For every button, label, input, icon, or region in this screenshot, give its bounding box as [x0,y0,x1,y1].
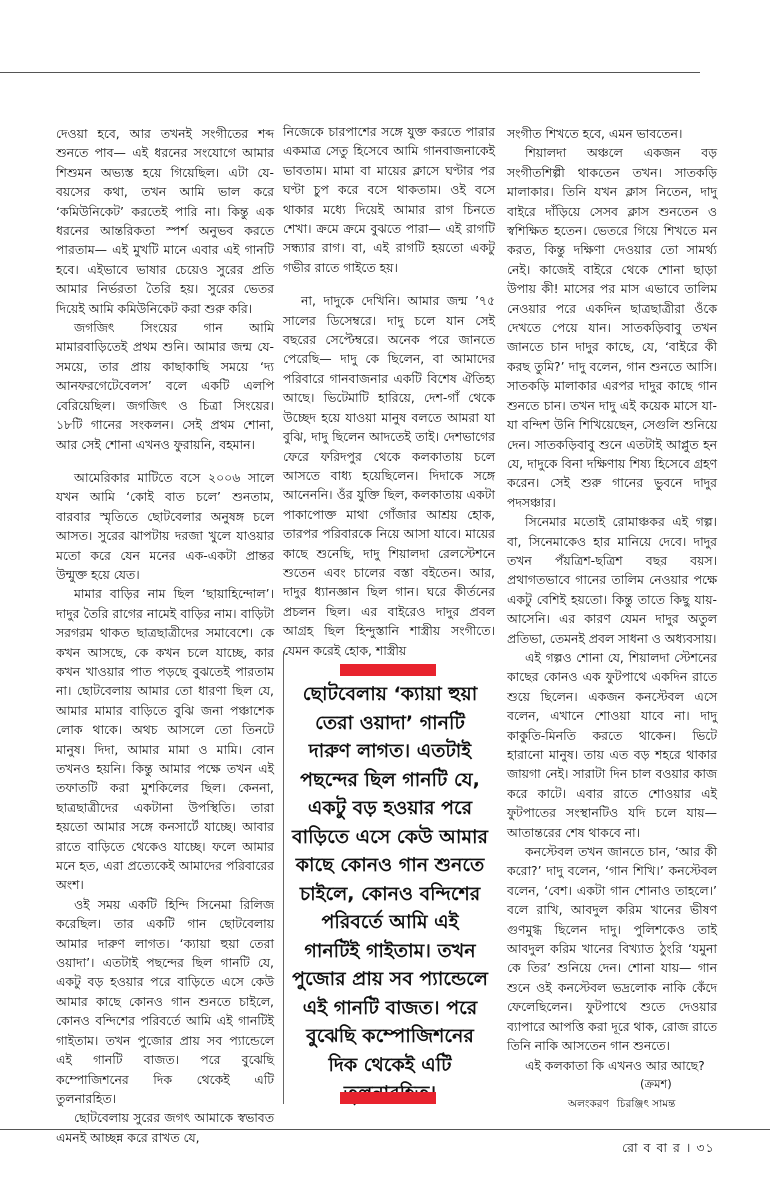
illustration-credit [560,1097,675,1114]
credit-name: চিরঞ্জিৎ সামন্ত [616,1098,676,1110]
paragraph: জগজিৎ সিংয়ের গান আমি মামারবাড়িতেই প্রথম শুনি। আমার জন্ম যে-সময়ে, তার প্রায় কাছাকাছি সময়ে ‘দ্য আনফরগেটেবেলস’ বলে একটি এলপি বেরিয়েছিল। জগজিৎ ও চিত্রা সিংয়ের। ১৮টি গানের সংকলন। সেই প্রথম শোনা, আর সেই শোনা এখনও ফুরায়নি, বহমান। [56,320,274,452]
article-column-1 [56,124,274,1147]
paragraph: ওই সময় একটি হিন্দি সিনেমা রিলিজ করেছিল। তার একটি গান ছোটবেলায় আমার দারুণ লাগত। ‘ক্যায়া হুয়া তেরা ওয়াদা’। এতটাই পছন্দের ছিল গানটি যে, একটু বড় হওয়ার পরে বাড়িতে এসে কেউ আমার কাছে কোনও গান শুনতে চাইলে, কোনও বন্দিশের পরিবর্তে আমি এই গানটিই গাইতাম। তখন পুজোর প্রায় সব প্যান্ডেলে এই গানটি বাজত। পরে বুঝেছি কম্পোজিশনের দিক থেকেই এটি তুলনারহিত। [56,896,274,1106]
paragraph: নিজেকে চারপাশের সঙ্গে যুক্ত করতে পারার একমাত্র সেতু হিসেবে আমি গানবাজনাকেই ভাবতাম। মামা বা মায়ের ক্লাসে ঘণ্টার পর ঘণ্টা চুপ করে বসে থাকতাম। ওই বসে থাকার মধ্যে দিয়েই আমার রাগ চিনতে শেখা। ক্রমে ক্রমে বুঝতে পারা— এই রাগটি সন্ধ্যার রাগ। বা, এই রাগটি হয়তো একটু গভীর রাতে গাইতে হয়। [283,124,495,275]
article-column-2 [283,122,495,660]
credit-label: অলংকরণ [568,1098,609,1110]
bottom-rule [0,1129,770,1130]
top-rule [0,72,700,73]
paragraph: মামার বাড়ির নাম ছিল ‘ছায়াহিন্দোল’। দাদুর তৈরি রাগের নামেই বাড়ির নাম। বাড়িটা সরগরম থাকত ছাত্রছাত্রীদের সমাবেশে। কে কখন আসছে, কে কখন চলে যাচ্ছে, কার কখন খাওয়ার পাত পড়ছে বুঝতেই পারতাম না। ছোটবেলায় আমার তো ধারণা ছিল যে, আমার মামার বাড়িতে বুঝি জনা পঞ্চাশেক লোক থাকে। অথচ আসলে তো তিনটে মানুষ। দিদা, আমার মামা ও মামি। বোন তখনও হয়নি। কিন্তু আমার পক্ষে তখন এই তফাতটি করা মুশকিলের ছিল। কেননা, ছাত্রছাত্রীদের একটানা উপস্থিতি। তারা হয়তো আমার সঙ্গে কনসার্টে যাচ্ছে। আবার রাতে বাড়িতে থেকেও যাচ্ছে। ফলে আমার মনে হত, এরা প্রত্যেকেই আমাদের পরিবারের অংশ। [56,586,274,893]
article-column-3 [507,124,717,1075]
pull-quote-top-bar [340,664,436,676]
continued-label: (ক্রমশ) [640,1077,672,1091]
paragraph: দেওয়া হবে, আর তখনই সংগীতের শব্দ শুনতে পাব— এই ধরনের সংযোগে আমার শিশুমন অভ্যস্ত হয়ে গিয়েছিল। এটা যে-বয়সের কথা, তখন আমি ভাল করে ‘কমিউনিকেট’ করতেই পারি না। কিন্তু এক ধরনের আন্তরিকতা স্পর্শ অনুভব করতে পারতাম— এই মুখটি মানে এবার এই গানটি হবে। এইভাবে ভাষার চেয়েও সুরের প্রতি আমার নির্ভরতা তৈরি হয়। সুরের ভেতর দিয়েই আমি কমিউনিকেট করা শুরু করি। [56,126,274,316]
paragraph: শিয়ালদা অঞ্চলে একজন বড় সংগীতশিল্পী থাকতেন তখন। সাতকড়ি মালাকার। তিনি যখন ক্লাস নিতেন, দাদু বাইরে দাঁড়িয়ে সেসব ক্লাস শুনতেন ও স্বশিক্ষিত হতেন। ভেতরে গিয়ে শিখতে মন করত, কিন্তু দক্ষিণা দেওয়ার তো সামর্থ্য নেই। কাজেই বাইরে থেকে শোনা ছাড়া উপায় কী! মাসের পর মাস এভাবে তালিম নেওয়ার পরে একদিন ছাত্রছাত্রীরা ওঁকে দেখতে পেয়ে যান। সাতকড়িবাবু তখন জানতে চান দাদুর কাছে, যে, ‘বাইরে কী করছ তুমি?’ দাদু বলেন, গান শুনতে আসি। সাতকড়ি মালাকার এরপর দাদুর কাছে গান শুনতে চান। তখন দাদু এই কয়েক মাসে যা-যা বন্দিশ উনি শিখিয়েছেন, সেগুলি শুনিয়ে দেন। সাতকড়িবাবু শুনে এতটাই আপ্লুত হন যে, দাদুকে বিনা দক্ষিণায় শিষ্য হিসেবে গ্রহণ করেন। সেই শুরু গানের ভুবনে দাদুর পদসঞ্চার। [507,145,717,510]
paragraph: সিনেমার মতোই রোমাঞ্চকর এই গল্প। বা, সিনেমাকেও হার মানিয়ে দেবে। দাদুর তখন পঁয়ত্রিশ-ছত্রিশ বছর বয়স। প্রথাগতভাবে গানের তালিম নেওয়ার পক্ষে একটু বেশিই হয়তো। কিন্তু তাতে কিছু যায়-আসেনি। এর কারণ যেমন দাদুর অতুল প্রতিভা, তেমনই প্রবল সাধনা ও অধ্যবসায়। [507,514,717,646]
paragraph: আমেরিকার মাটিতে বসে ২০০৬ সালে যখন আমি ‘কোই বাত চলে’ শুনতাম, বারবার স্মৃতিতে ছোটবেলার অনুষঙ্গ চলে আসত। সুরের ঝাপটায় দরজা খুলে যাওয়ার মতো করে যেন মনের এক-একটা প্রান্তর উন্মুক্ত হয়ে যেত। [56,469,274,582]
pull-quote-bottom-bar [340,1092,436,1104]
pull-quote: ছোটবেলায় ‘ক্যায়া হুয়া তেরা ওয়াদা’ গানটি দারুণ লাগত। এতটাই পছন্দের ছিল গানটি যে, একটু বড় হওয়ার পরে বাড়িতে এসে কেউ আমার কাছে কোনও গান শুনতে চাইলে, কোনও বন্দিশের পরিবর্তে আমি এই গানটিই গাইতাম। তখন পুজোর প্রায় সব প্যান্ডেলে এই গানটি বাজত। পরে বুঝেছি কম্পোজিশনের দিক থেকেই এটি [292,683,488,1076]
paragraph: এই গল্পও শোনা যে, শিয়ালদা স্টেশনের কাছের কোনও এক ফুটপাথে একদিন রাতে শুয়ে ছিলেন। একজন কনস্টেবল এসে বলেন, এখানে শোওয়া যাবে না। দাদু কাকুতি-মিনতি করতে থাকেন। ভিটে হারানো মানুষ। তায় এত বড় শহরে থাকার জায়গা নেই। সারাটা দিন চাল বওয়ার কাজ করে কাটে। এবার রাতে শোওয়ার এই ফুটপাতের সংস্থানটিও যদি চলে যায়— আতান্তরের শেষ থাকবে না। [507,649,717,840]
paragraph: এই কলকাতা কি এখনও আর আছে? [525,1057,705,1073]
page-folio: রো ব বা র । ৩১ [622,1140,715,1155]
paragraph: ছোটবেলায় সুরের জগৎ আমাকে স্বভাবত এমনই আচ্ছন্ন করে রাখত যে, [56,1110,274,1145]
paragraph: কনস্টেবল তখন জানতে চান, ‘আর কী করো?’ দাদু বলেন, ‘গান শিখি।’ কনস্টেবল বলেন, ‘বেশ। একটা গান শোনাও তাহলে।’ বলে রাখি, আবদুল করিম খানের ভীষণ গুণমুগ্ধ ছিলেন দাদু। পুলিশকেও তাই আবদুল করিম খানের বিখ্যাত ঠুংরি ‘যমুনা কে তির’ শুনিয়ে দেন। শোনা যায়— গান শুনে ওই কনস্টেবল ভদ্রলোক নাকি কেঁদে ফেলেছিলেন। ফুটপাথে শুতে দেওয়ার ব্যাপারে আপত্তি করা দূরে থাক, রোজ রাতে তিনি নাকি আসতেন গান শুনতে। [507,844,717,1054]
paragraph: না, দাদুকে দেখিনি। আমার জন্ম ’৭৫ সালের ডিসেম্বরে। দাদু চলে যান সেই বছরের সেপ্টেম্বরে। অনেক পরে জানতে পেরেছি— দাদু কে ছিলেন, বা আমাদের পরিবারে গানবাজনার একটি বিশেষ ঐতিহ্য আছে। ভিটেমাটি হারিয়ে, দেশ-গাঁ থেকে উচ্ছেদ হয়ে যাওয়া মানুষ বলতে আমরা যা বুঝি, দাদু ছিলেন আদতেই তাই। দেশভাগের ফেরে ফরিদপুর থেকে কলকাতায় চলে আসতে বাধ্য হয়েছিলেন। দিদাকে সঙ্গে আনেননি। ওঁর যুক্তি ছিল, কলকাতায় একটা পাকাপোক্ত মাথা গোঁজার আশ্রয় হোক, তারপর পরিবারকে নিয়ে আসা যাবে। মায়ের কাছে শুনেছি, দাদু শিয়ালদা রেলস্টেশনে শুতেন এবং চালের বস্তা বইতেন। আর, দাদুর ধ্যানজ্ঞান ছিল গান। ঘরে কীর্তনের প্রচলন ছিল। এর বাইরেও দাদুর প্রবল আগ্রহ ছিল হিন্দুস্তানি শাস্ত্রীয় সংগীতে। যেমন করেই হোক, শাস্ত্রীয় [283,293,495,658]
paragraph: সংগীত শিখতে হবে, এমন ভাবতেন। [507,126,683,141]
